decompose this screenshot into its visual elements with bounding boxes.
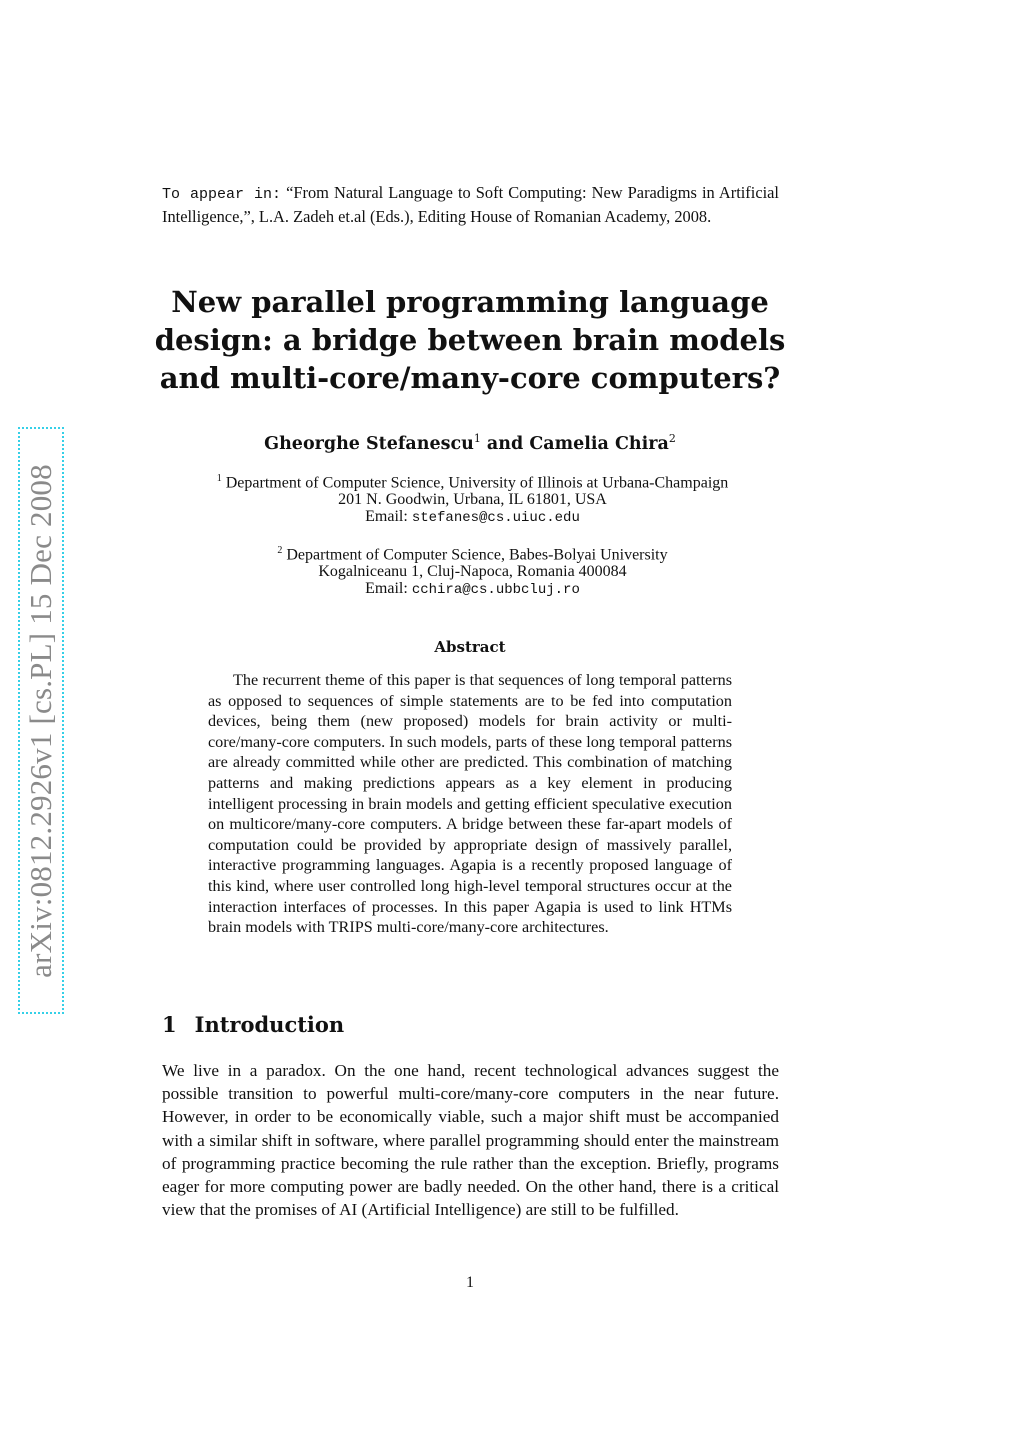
affiliation-address: Kogalniceanu 1, Cluj-Napoca, Romania 400084 — [318, 563, 627, 581]
abstract-heading: Abstract — [434, 638, 506, 656]
affiliation-mark: 1 — [473, 432, 481, 445]
journal-note-text: “From Natural Language to Soft Computing: New Paradigms in Artificial Intelligence,”, L.A. Zadeh et.al (Eds.), Editing House of Romanian Academy, 2008. — [162, 183, 779, 226]
email-address: cchira@cs.ubbcluj.ro — [411, 582, 580, 599]
author-line — [150, 432, 790, 454]
author-name: Gheorghe Stefanescu — [264, 433, 474, 454]
affiliation-mark: 1 — [216, 473, 222, 484]
affiliation-mark: 2 — [277, 545, 283, 556]
email-address: stefanes@cs.uiuc.edu — [411, 510, 580, 527]
paper-title: New parallel programming language design: a bridge between brain models and multi-core/many-core computers? — [154, 285, 786, 395]
affiliation-block — [150, 542, 795, 599]
author-connector: and — [480, 433, 530, 454]
section-number: 1 — [162, 1012, 177, 1037]
affiliation-mark: 2 — [668, 432, 676, 445]
arxiv-identifier-text: arXiv:0812.2926v1 [cs.PL] 15 Dec 2008 — [23, 463, 58, 978]
journal-note-prefix: To appear in: — [162, 186, 282, 203]
affiliation-department: $^1$ Department of Computer Science, University of Illinois at Urbana-Champaign — [216, 473, 729, 492]
section-title: Introduction — [194, 1012, 345, 1037]
author-name: Camelia Chira — [529, 433, 669, 454]
affiliation-block — [150, 470, 795, 527]
arxiv-identifier-stamp — [18, 427, 64, 1014]
affiliation-email: Email: stefanes@cs.uiuc.edu — [365, 508, 580, 527]
page-number: 1 — [466, 1274, 474, 1291]
affiliation-address: 201 N. Goodwin, Urbana, IL 61801, USA — [338, 491, 607, 509]
affiliation-department: $^2$ Department of Computer Science, Babes-Bolyai University — [277, 545, 668, 564]
section-heading — [162, 1012, 344, 1037]
section-body-text: We live in a paradox. On the one hand, recent technological advances suggest the possible transition to powerful multi-core/many-core computers in the near future. However, in order to be economically viable, such a major shift must be accompanied with a similar shift in software, where parallel programming should enter the mainstream of programming practice becoming the rule rather than the exception. Briefly, programs eager for more computing power are badly needed. On the other hand, there is a critical view that the promises of AI (Artificial Intelligence) are still to be fulfilled. — [162, 1061, 779, 1220]
affiliation-email: Email: cchira@cs.ubbcluj.ro — [365, 580, 580, 599]
journal-note — [162, 182, 779, 228]
abstract-body: The recurrent theme of this paper is that sequences of long temporal patterns as opposed to sequences of simple statements are to be fed into computation devices, being them (new proposed) models for brain activity or multi-core/many-core computers. In such models, parts of these long temporal patterns are already committed while other are predicted. This combination of matching patterns and making predictions appears as a key element in producing intelligent processing in brain models and getting efficient speculative execution on multicore/many-core computers. A bridge between these far-apart models of computation could be provided by appropriate design of massively parallel, interactive programming languages. Agapia is a recently proposed language of this kind, where user controlled long high-level temporal structures occur at the interaction interfaces of processes. In this paper Agapia is used to link HTMs brain models with TRIPS multi-core/many-core architectures. — [208, 671, 732, 937]
